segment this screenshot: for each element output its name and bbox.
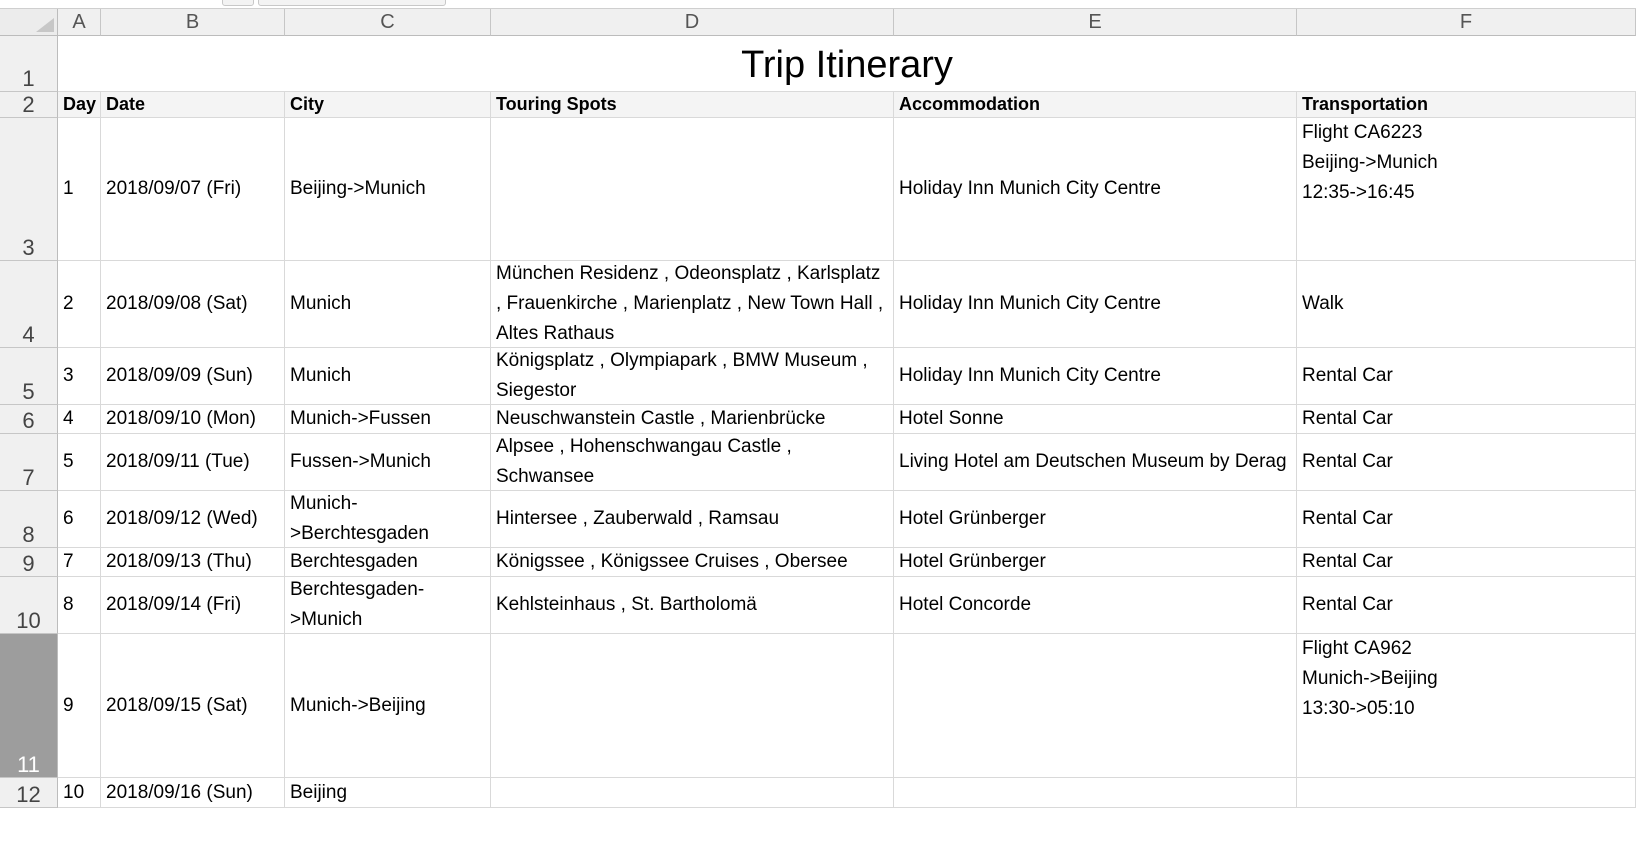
row-header-1[interactable]: 1: [0, 36, 58, 92]
cell-date[interactable]: 2018/09/10 (Mon): [101, 405, 285, 434]
header-cell-day[interactable]: Day: [58, 92, 101, 118]
row-header-4[interactable]: 4: [0, 261, 58, 348]
cell-city[interactable]: Munich: [285, 348, 491, 405]
header-cell-date[interactable]: Date: [101, 92, 285, 118]
cell-transport[interactable]: Rental Car: [1297, 405, 1636, 434]
row-header-6[interactable]: 6: [0, 405, 58, 434]
cell-transport[interactable]: Rental Car: [1297, 491, 1636, 548]
cell-spots[interactable]: Alpsee , Hohenschwangau Castle , Schwansee: [491, 434, 894, 491]
cell-city[interactable]: Beijing->Munich: [285, 118, 491, 261]
cell-day[interactable]: 6: [58, 491, 101, 548]
column-header-c[interactable]: C: [285, 9, 491, 36]
cell-accommodation[interactable]: Hotel Grünberger: [894, 548, 1297, 577]
row-header-2[interactable]: 2: [0, 92, 58, 118]
cell-day[interactable]: 8: [58, 577, 101, 634]
cell-accommodation[interactable]: Holiday Inn Munich City Centre: [894, 261, 1297, 348]
cell-accommodation[interactable]: Holiday Inn Munich City Centre: [894, 118, 1297, 261]
cell-city[interactable]: Fussen->Munich: [285, 434, 491, 491]
toolbar-control[interactable]: [222, 0, 254, 6]
header-cell-spots[interactable]: Touring Spots: [491, 92, 894, 118]
cell-day[interactable]: 5: [58, 434, 101, 491]
cell-transport[interactable]: Flight CA962 Munich->Beijing 13:30->05:10: [1297, 634, 1636, 778]
cell-transport[interactable]: [1297, 778, 1636, 808]
row-header-5[interactable]: 5: [0, 348, 58, 405]
cell-spots[interactable]: [491, 118, 894, 261]
row-header-3[interactable]: 3: [0, 118, 58, 261]
toolbar-control[interactable]: [258, 0, 446, 6]
column-header-b[interactable]: B: [101, 9, 285, 36]
header-cell-accommodation[interactable]: Accommodation: [894, 92, 1297, 118]
cell-spots[interactable]: Hintersee , Zauberwald , Ramsau: [491, 491, 894, 548]
cell-spots[interactable]: München Residenz , Odeonsplatz , Karlsplatz , Frauenkirche , Marienplatz , New Town Hall , Altes Rathaus: [491, 261, 894, 348]
cell-transport[interactable]: Rental Car: [1297, 577, 1636, 634]
cell-accommodation[interactable]: Hotel Grünberger: [894, 491, 1297, 548]
row-header-7[interactable]: 7: [0, 434, 58, 491]
cell-city[interactable]: Munich->Beijing: [285, 634, 491, 778]
cell-city[interactable]: Munich- >Berchtesgaden: [285, 491, 491, 548]
cell-transport[interactable]: Rental Car: [1297, 348, 1636, 405]
column-header-a[interactable]: A: [58, 9, 101, 36]
row-header-10[interactable]: 10: [0, 577, 58, 634]
cell-city[interactable]: Berchtesgaden- >Munich: [285, 577, 491, 634]
sheet-title[interactable]: Trip Itinerary: [58, 36, 1636, 92]
cell-spots[interactable]: Königsplatz , Olympiapark , BMW Museum , Siegestor: [491, 348, 894, 405]
column-header-d[interactable]: D: [491, 9, 894, 36]
cell-date[interactable]: 2018/09/13 (Thu): [101, 548, 285, 577]
cell-city[interactable]: Berchtesgaden: [285, 548, 491, 577]
cell-city[interactable]: Beijing: [285, 778, 491, 808]
cell-city[interactable]: Munich: [285, 261, 491, 348]
cell-spots[interactable]: Königssee , Königssee Cruises , Obersee: [491, 548, 894, 577]
cell-transport[interactable]: Flight CA6223 Beijing->Munich 12:35->16:45: [1297, 118, 1636, 261]
cell-accommodation[interactable]: Holiday Inn Munich City Centre: [894, 348, 1297, 405]
cell-date[interactable]: 2018/09/08 (Sat): [101, 261, 285, 348]
cell-day[interactable]: 10: [58, 778, 101, 808]
cell-day[interactable]: 1: [58, 118, 101, 261]
cell-date[interactable]: 2018/09/14 (Fri): [101, 577, 285, 634]
column-header-e[interactable]: E: [894, 9, 1297, 36]
toolbar-strip: [0, 0, 1636, 9]
cell-transport[interactable]: Rental Car: [1297, 548, 1636, 577]
cell-transport[interactable]: Rental Car: [1297, 434, 1636, 491]
cell-date[interactable]: 2018/09/15 (Sat): [101, 634, 285, 778]
cell-spots[interactable]: Kehlsteinhaus , St. Bartholomä: [491, 577, 894, 634]
column-header-f[interactable]: F: [1297, 9, 1636, 36]
cell-day[interactable]: 7: [58, 548, 101, 577]
row-header-8[interactable]: 8: [0, 491, 58, 548]
header-cell-city[interactable]: City: [285, 92, 491, 118]
cell-city[interactable]: Munich->Fussen: [285, 405, 491, 434]
cell-spots[interactable]: [491, 634, 894, 778]
cell-transport[interactable]: Walk: [1297, 261, 1636, 348]
cell-accommodation[interactable]: Hotel Sonne: [894, 405, 1297, 434]
cell-spots[interactable]: Neuschwanstein Castle , Marienbrücke: [491, 405, 894, 434]
row-header-11[interactable]: 11: [0, 634, 58, 778]
cell-accommodation[interactable]: Hotel Concorde: [894, 577, 1297, 634]
header-cell-transport[interactable]: Transportation: [1297, 92, 1636, 118]
cell-accommodation[interactable]: [894, 778, 1297, 808]
select-all-corner[interactable]: [0, 9, 58, 36]
cell-day[interactable]: 2: [58, 261, 101, 348]
cell-accommodation[interactable]: [894, 634, 1297, 778]
cell-date[interactable]: 2018/09/16 (Sun): [101, 778, 285, 808]
row-header-9[interactable]: 9: [0, 548, 58, 577]
cell-date[interactable]: 2018/09/12 (Wed): [101, 491, 285, 548]
cell-date[interactable]: 2018/09/09 (Sun): [101, 348, 285, 405]
cell-day[interactable]: 4: [58, 405, 101, 434]
cell-date[interactable]: 2018/09/07 (Fri): [101, 118, 285, 261]
cell-spots[interactable]: [491, 778, 894, 808]
cell-day[interactable]: 9: [58, 634, 101, 778]
cell-accommodation[interactable]: Living Hotel am Deutschen Museum by Derag: [894, 434, 1297, 491]
select-all-icon: [36, 18, 54, 32]
cell-date[interactable]: 2018/09/11 (Tue): [101, 434, 285, 491]
row-header-12[interactable]: 12: [0, 778, 58, 808]
cell-day[interactable]: 3: [58, 348, 101, 405]
